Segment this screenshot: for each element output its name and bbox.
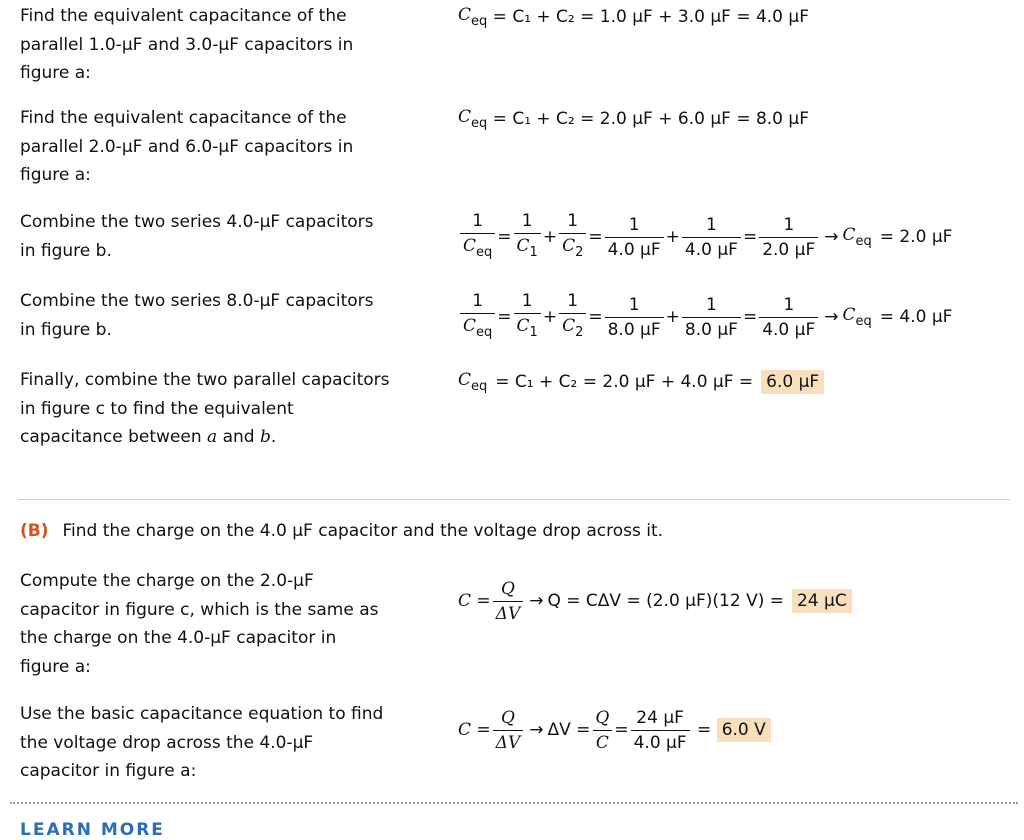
fraction: $\frac{1}{8.0 \mu F}$: [605, 296, 664, 339]
equation: C = $\frac{Q}{\Delta V}$ → ΔV = $\frac{Q}{C}$ = $\frac{24 \mu F}{4.0 \mu F}$ = 6.0 V: [458, 707, 771, 753]
section-divider: [18, 499, 1010, 500]
arrow-icon: →: [529, 591, 544, 611]
symbol-ceq: $C_{eq}$: [458, 370, 488, 394]
symbol-ceq: $C_{eq}$: [842, 225, 872, 249]
part-label: (B): [20, 521, 49, 541]
part-question: Find the charge on the 4.0 μF capacitor and the voltage drop across it.: [62, 521, 664, 541]
fraction: $\frac{Q}{C}$: [592, 709, 612, 752]
fraction: $\frac{1}{2.0 \mu F}$: [759, 216, 818, 259]
fraction: $\frac{1}{4.0 \mu F}$: [682, 216, 741, 259]
equation-text: = C₁ + C₂ = 1.0 μF + 3.0 μF = 4.0 μF: [487, 7, 809, 27]
step-description: Use the basic capacitance equation to find the voltage drop across the 4.0-μF capacitor in figure a:: [20, 704, 384, 781]
symbol-ceq: $C_{eq}$: [458, 107, 488, 131]
fraction: $\frac{1}{C_2}$: [559, 212, 586, 262]
equation-text: Q = CΔV = (2.0 μF)(12 V) =: [547, 591, 784, 611]
symbol-ceq: $C_{eq}$: [458, 5, 488, 29]
arrow-icon: →: [824, 227, 839, 247]
step-description: Finally, combine the two parallel capacitors in figure c to find the equivalent capacitance between a and b.: [20, 370, 390, 447]
fraction: $\frac{1}{4.0 \mu F}$: [759, 296, 818, 339]
fraction: $\frac{1}{C_{eq}}$: [460, 292, 495, 342]
fraction: $\frac{1}{C_1}$: [514, 292, 541, 342]
result: = 4.0 μF: [879, 307, 953, 327]
equation-text: = C₁ + C₂ = 2.0 μF + 4.0 μF =: [495, 372, 754, 392]
fraction: $\frac{Q}{\Delta V}$: [493, 709, 524, 752]
answer-highlight: 24 μC: [792, 589, 852, 613]
symbol-ceq: $C_{eq}$: [842, 305, 872, 329]
equation-text: = C₁ + C₂ = 2.0 μF + 6.0 μF = 8.0 μF: [487, 109, 809, 129]
part-heading: [20, 521, 663, 541]
fraction: $\frac{Q}{\Delta V}$: [493, 580, 524, 623]
fraction: $\frac{24 \mu F}{4.0 \mu F}$: [631, 709, 690, 752]
delta-v: ΔV: [547, 720, 571, 740]
symbol-c: C: [458, 591, 472, 611]
equation: C = $\frac{Q}{\Delta V}$ → Q = CΔV = (2.0 μF)(12 V) = 24 μC: [458, 578, 852, 624]
equation: [458, 102, 809, 136]
series-equation: $\frac{1}{C_{eq}}$ = $\frac{1}{C_1}$ + $\frac{1}{C_2}$ = $\frac{1}{4.0 \mu F}$ + $\frac{1}{4.0 \mu F}$ = $\frac{1}{2.0 \mu F}$ → $C_{eq}$ = 2.0 μF: [458, 214, 952, 260]
answer-highlight: 6.0 μF: [761, 370, 824, 394]
arrow-icon: →: [824, 307, 839, 327]
fraction: $\frac{1}{4.0 \mu F}$: [605, 216, 664, 259]
equation: [458, 365, 824, 399]
series-equation: $\frac{1}{C_{eq}}$ = $\frac{1}{C_1}$ + $\frac{1}{C_2}$ = $\frac{1}{8.0 \mu F}$ + $\frac{1}{8.0 \mu F}$ = $\frac{1}{4.0 \mu F}$ → $C_{eq}$ = 4.0 μF: [458, 294, 952, 340]
step-description: Compute the charge on the 2.0-μF capacitor in figure c, which is the same as the charge on the 4.0-μF capacitor in figure a:: [20, 571, 379, 677]
learn-more-link[interactable]: LEARN MORE: [20, 820, 165, 840]
answer-highlight: 6.0 V: [717, 718, 771, 742]
symbol-c: C: [458, 720, 472, 740]
arrow-icon: →: [529, 720, 544, 740]
step-description: Combine the two series 4.0-μF capacitors in figure b.: [20, 212, 374, 261]
equation: [458, 0, 809, 34]
step-description: Combine the two series 8.0-μF capacitors in figure b.: [20, 291, 374, 340]
result: = 2.0 μF: [879, 227, 953, 247]
step-description: Find the equivalent capacitance of the parallel 1.0-μF and 3.0-μF capacitors in figure a:: [20, 6, 354, 83]
fraction: $\frac{1}{8.0 \mu F}$: [682, 296, 741, 339]
fraction: $\frac{1}{C_{eq}}$: [460, 212, 495, 262]
dotted-divider: [10, 802, 1018, 804]
fraction: $\frac{1}{C_2}$: [559, 292, 586, 342]
fraction: $\frac{1}{C_1}$: [514, 212, 541, 262]
step-description: Find the equivalent capacitance of the parallel 2.0-μF and 6.0-μF capacitors in figure a:: [20, 108, 354, 185]
